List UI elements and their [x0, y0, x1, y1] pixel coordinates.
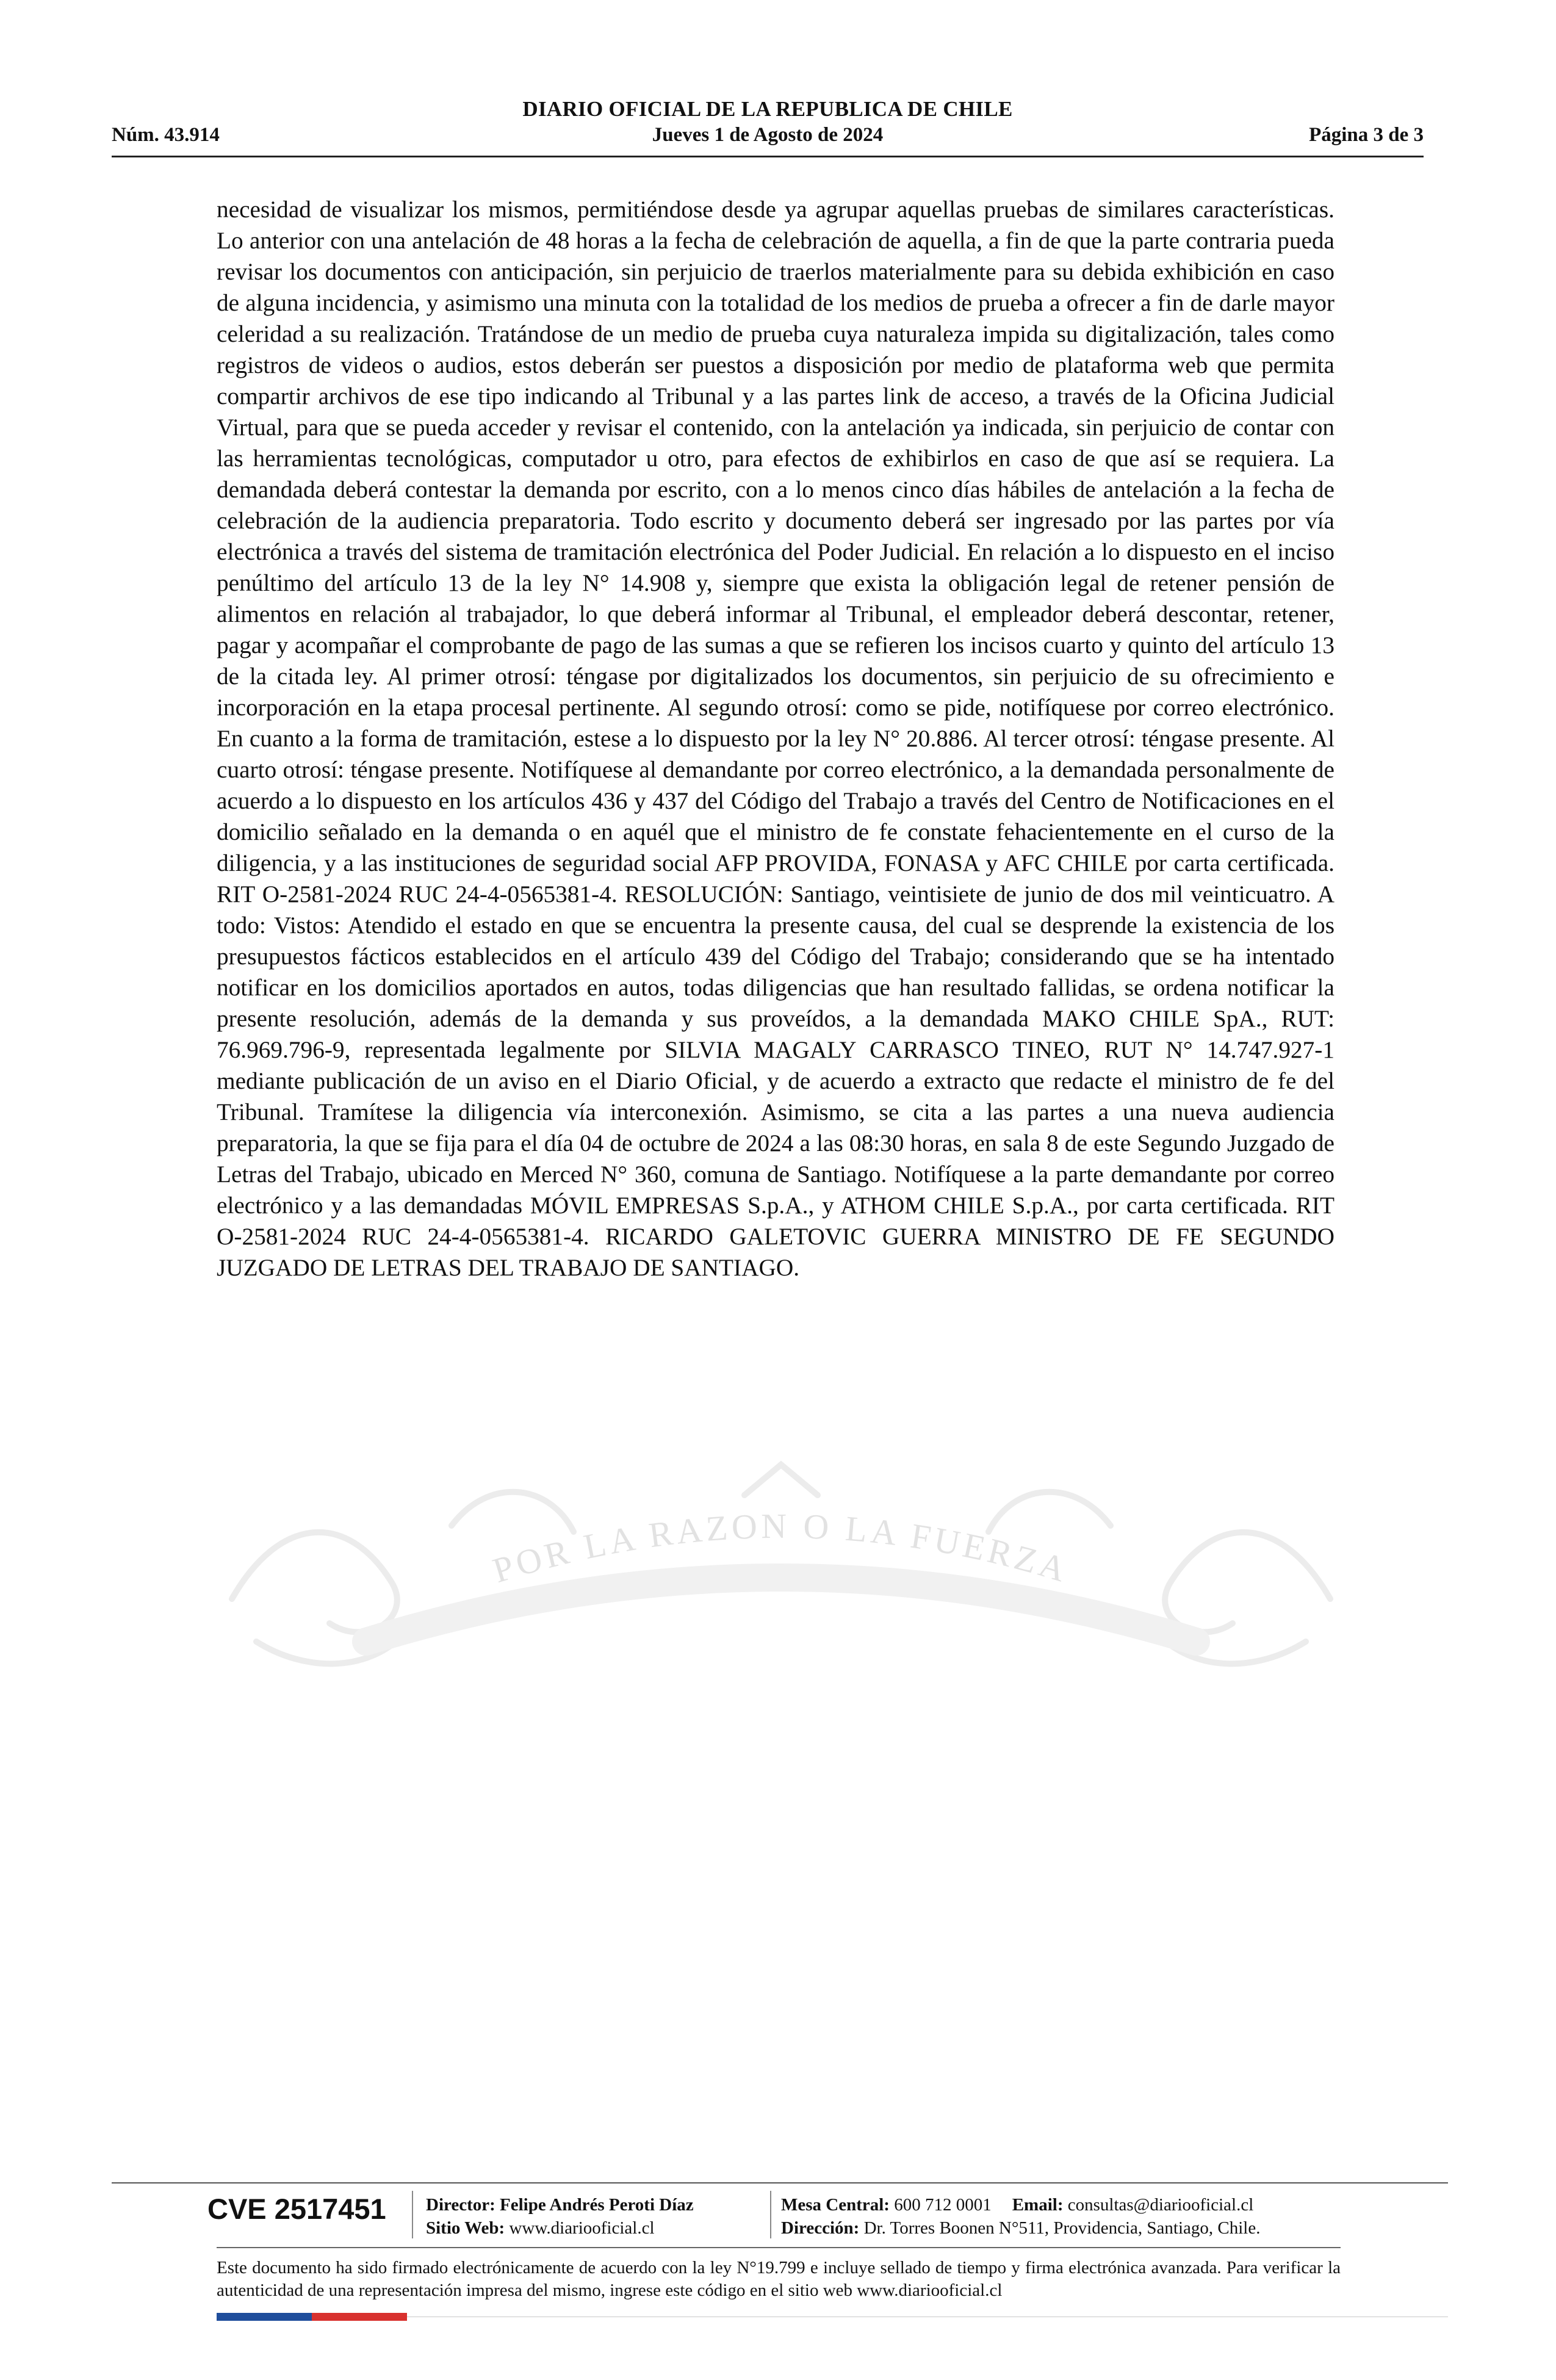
footer-divider [770, 2191, 771, 2238]
director-line [426, 2193, 694, 2216]
website-line [426, 2216, 694, 2240]
footer-top-rule [112, 2182, 1448, 2183]
contact-line [781, 2193, 1260, 2216]
publication-date: Jueves 1 de Agosto de 2024 [652, 124, 884, 146]
flag-stripe [217, 2313, 264, 2321]
mesa-central-phone: 600 712 0001 [894, 2195, 992, 2215]
address-line [781, 2216, 1260, 2240]
footer-mid-rule [217, 2247, 1341, 2248]
footer-divider [412, 2191, 413, 2238]
watermark-motto [488, 1506, 1074, 1590]
address-label: Dirección: [781, 2218, 860, 2238]
notice-body-text: necesidad de visualizar los mismos, permitiéndose desde ya agrupar aquellas pruebas de similares características. Lo anterior con una antelación de 48 horas a la fecha de celebración de aquella, a fin de que la parte contraria pueda revisar los documentos con anticipación, sin perjuicio de traerlos materialmente para su debida exhibición en caso de alguna incidencia, y asimismo una minuta con la totalidad de los medios de prueba a ofrecer a fin de darle mayor celeridad a su realización. Tratándose de un medio de prueba cuya naturaleza impida su digitalización, tales como registros de videos o audios, estos deberán ser puestos a disposición por medio de plataforma web que permita compartir archivos de ese tipo indicando al Tribunal y a las partes link de acceso, a través de la Oficina Judicial Virtual, para que se pueda acceder y revisar el contenido, con la antelación ya indicada, sin perjuicio de contar con las herramientas tecnológicas, computador u otro, para efectos de exhibirlos en caso de que así se requiera. La demandada deberá contestar la demanda por escrito, con a lo menos cinco días hábiles de antelación a la fecha de celebración de la audiencia preparatoria. Todo escrito y documento deberá ser ingresado por las partes por vía electrónica a través del sistema de tramitación electrónica del Poder Judicial. En relación a lo dispuesto en el inciso penúltimo del artículo 13 de la ley N° 14.908 y, siempre que exista la obligación legal de retener pensión de alimentos en relación al trabajador, lo que deberá informar al Tribunal, el empleador deberá descontar, retener, pagar y acompañar el comprobante de pago de las sumas a que se refieren los incisos cuarto y quinto del artículo 13 de la citada ley. Al primer otrosí: téngase por digitalizados los documentos, sin perjuicio de su ofrecimiento e incorporación en la etapa procesal pertinente. Al segundo otrosí: como se pide, notifíquese por correo electrónico. En cuanto a la forma de tramitación, estese a lo dispuesto por la ley N° 20.886. Al tercer otrosí: téngase presente. Al cuarto otrosí: téngase presente. Notifíquese al demandante por correo electrónico, a la demandada personalmente de acuerdo a lo dispuesto en los artículos 436 y 437 del Código del Trabajo a través del Centro de Notificaciones en el domicilio señalado en la demanda o en aquél que el ministro de fe constate fehacientemente en el curso de la diligencia, y a las instituciones de seguridad social AFP PROVIDA, FONASA y AFC CHILE por carta certificada. RIT O-2581-2024 RUC 24-4-0565381-4. RESOLUCIÓN: Santiago, veintisiete de junio de dos mil veinticuatro. A todo: Vistos: Atendido el estado en que se encuentra la presente causa, del cual se desprende la existencia de los presupuestos fácticos establecidos en el artículo 439 del Código del Trabajo; considerando que se ha intentado notificar en los domicilios aportados en autos, todas diligencias que han resultado fallidas, se ordena notificar la presente resolución, además de la demanda y sus proveídos, a la demandada MAKO CHILE SpA., RUT: 76.969.796-9, representada legalmente por SILVIA MAGALY CARRASCO TINEO, RUT N° 14.747.927-1 mediante publicación de un aviso en el Diario Oficial, y de acuerdo a extracto que redacte el ministro de fe del Tribunal. Tramítese la diligencia vía interconexión. Asimismo, se cita a las partes a una nueva audiencia preparatoria, la que se fija para el día 04 de octubre de 2024 a las 08:30 horas, en sala 8 de este Segundo Juzgado de Letras del Trabajo, ubicado en Merced N° 360, comuna de Santiago. Notifíquese a la parte demandante por correo electrónico y a las demandadas MÓVIL EMPRESAS S.p.A., y ATHOM CHILE S.p.A., por carta certificada. RIT O-2581-2024 RUC 24-4-0565381-4. RICARDO GALETOVIC GUERRA MINISTRO DE FE SEGUNDO JUZGADO DE LETRAS DEL TRABAJO DE SANTIAGO. [217, 196, 1334, 1281]
page-header [112, 95, 1424, 157]
address-value: Dr. Torres Boonen N°511, Providencia, Santiago, Chile. [863, 2218, 1261, 2238]
flag-stripe [264, 2313, 312, 2321]
director-name: Felipe Andrés Peroti Díaz [500, 2195, 694, 2215]
page-number: Página 3 de 3 [1309, 124, 1424, 146]
flag-stripe [359, 2313, 407, 2321]
footer-director-block [426, 2193, 694, 2240]
watermark-motto-path: POR LA RAZON O LA FUERZA [488, 1506, 1074, 1591]
email-link[interactable]: consultas@diariooficial.cl [1067, 2195, 1254, 2215]
email-label: Email: [1012, 2195, 1064, 2215]
website-link[interactable]: www.diariooficial.cl [509, 2218, 655, 2238]
website-label: Sitio Web: [426, 2218, 505, 2238]
issue-number: Núm. 43.914 [112, 124, 220, 146]
director-label: Director: [426, 2195, 495, 2215]
mesa-central-label: Mesa Central: [781, 2195, 890, 2215]
flag-stripe [312, 2313, 359, 2321]
masthead-title: DIARIO OFICIAL DE LA REPUBLICA DE CHILE [522, 97, 1013, 121]
footer-contact-block [781, 2193, 1260, 2240]
coat-of-arms-watermark [207, 1440, 1355, 1697]
flag-color-bar [217, 2313, 407, 2321]
electronic-signature-notice: Este documento ha sido firmado electrónicamente de acuerdo con la ley N°19.799 e incluye sellado de tiempo y firma electrónica avanzada. Para verificar la autenticidad de una representación impresa del mismo, ingrese este código en el sitio web www.diariooficial.cl [217, 2258, 1341, 2300]
cve-code: CVE 2517451 [207, 2193, 386, 2225]
